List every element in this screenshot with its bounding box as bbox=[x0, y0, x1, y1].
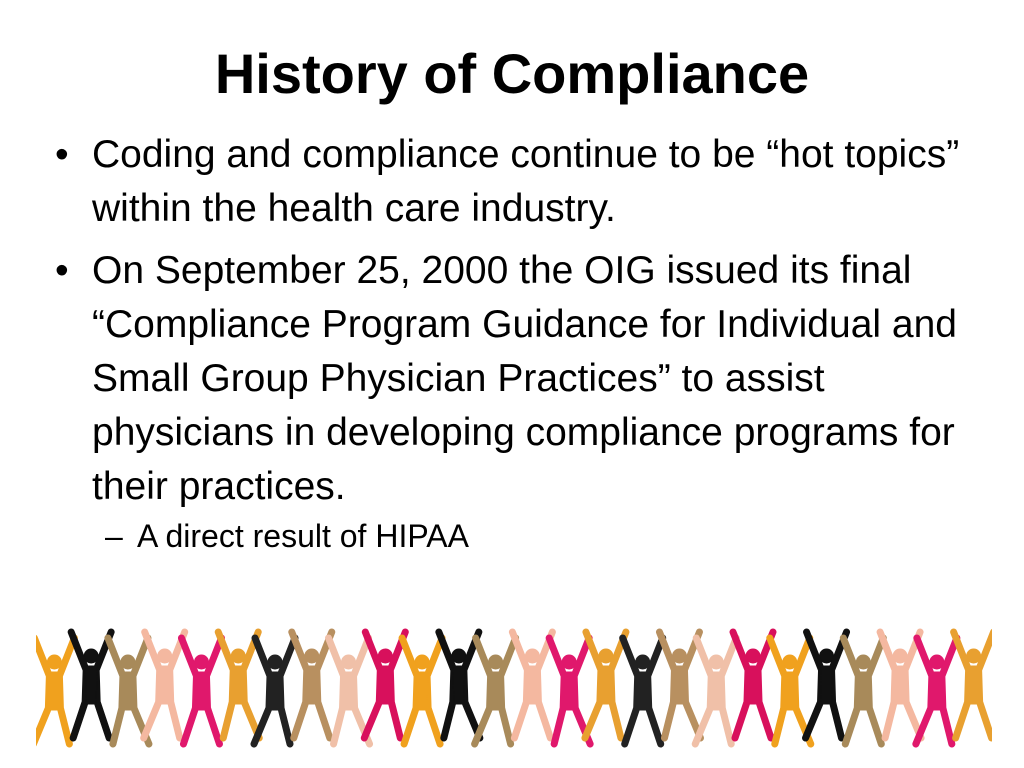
person-figure bbox=[770, 638, 811, 744]
bullet-marker: • bbox=[55, 249, 69, 292]
person-figure bbox=[181, 638, 221, 744]
person-figure bbox=[439, 632, 480, 738]
person-figure bbox=[695, 638, 736, 744]
slide-title: History of Compliance bbox=[214, 42, 810, 105]
bullet-marker: • bbox=[55, 133, 69, 176]
bullet-text: Coding and compliance continue to be “hot topics” within the health care industry. bbox=[92, 133, 960, 230]
person-figure bbox=[916, 638, 957, 744]
person-figure bbox=[806, 632, 847, 738]
bullet-item bbox=[0, 128, 1024, 236]
bullet-item bbox=[0, 244, 1024, 556]
person-figure bbox=[364, 632, 405, 738]
person-figure bbox=[144, 632, 185, 738]
person-figure bbox=[623, 638, 663, 744]
person-figure bbox=[549, 638, 590, 744]
bullet-text: On September 25, 2000 the OIG issued its final “Compliance Program Guidance for Individual and Small Group Physician Practices” to assist physicians in developing compliance programs for their practices. bbox=[92, 249, 957, 508]
person-figure bbox=[585, 632, 626, 738]
person-figure bbox=[218, 632, 259, 738]
person-figure bbox=[880, 632, 921, 738]
person-figure bbox=[954, 632, 992, 738]
sub-bullet-item bbox=[0, 516, 984, 556]
person-figure bbox=[733, 632, 773, 738]
person-figure bbox=[843, 638, 883, 744]
person-figure bbox=[108, 638, 149, 744]
bullet-list bbox=[0, 128, 1024, 564]
person-figure bbox=[659, 632, 700, 738]
sub-bullet-text: A direct result of HIPAA bbox=[137, 518, 469, 554]
person-figure bbox=[36, 638, 74, 744]
person-figure bbox=[292, 632, 332, 738]
person-figure bbox=[512, 632, 552, 738]
sub-bullet-marker: – bbox=[105, 518, 123, 554]
person-figure bbox=[254, 638, 295, 744]
person-figure bbox=[329, 638, 370, 744]
person-figure bbox=[71, 632, 111, 738]
cheering-people-figures-icon bbox=[36, 628, 992, 750]
person-figure bbox=[475, 638, 516, 744]
person-figure bbox=[402, 638, 442, 744]
